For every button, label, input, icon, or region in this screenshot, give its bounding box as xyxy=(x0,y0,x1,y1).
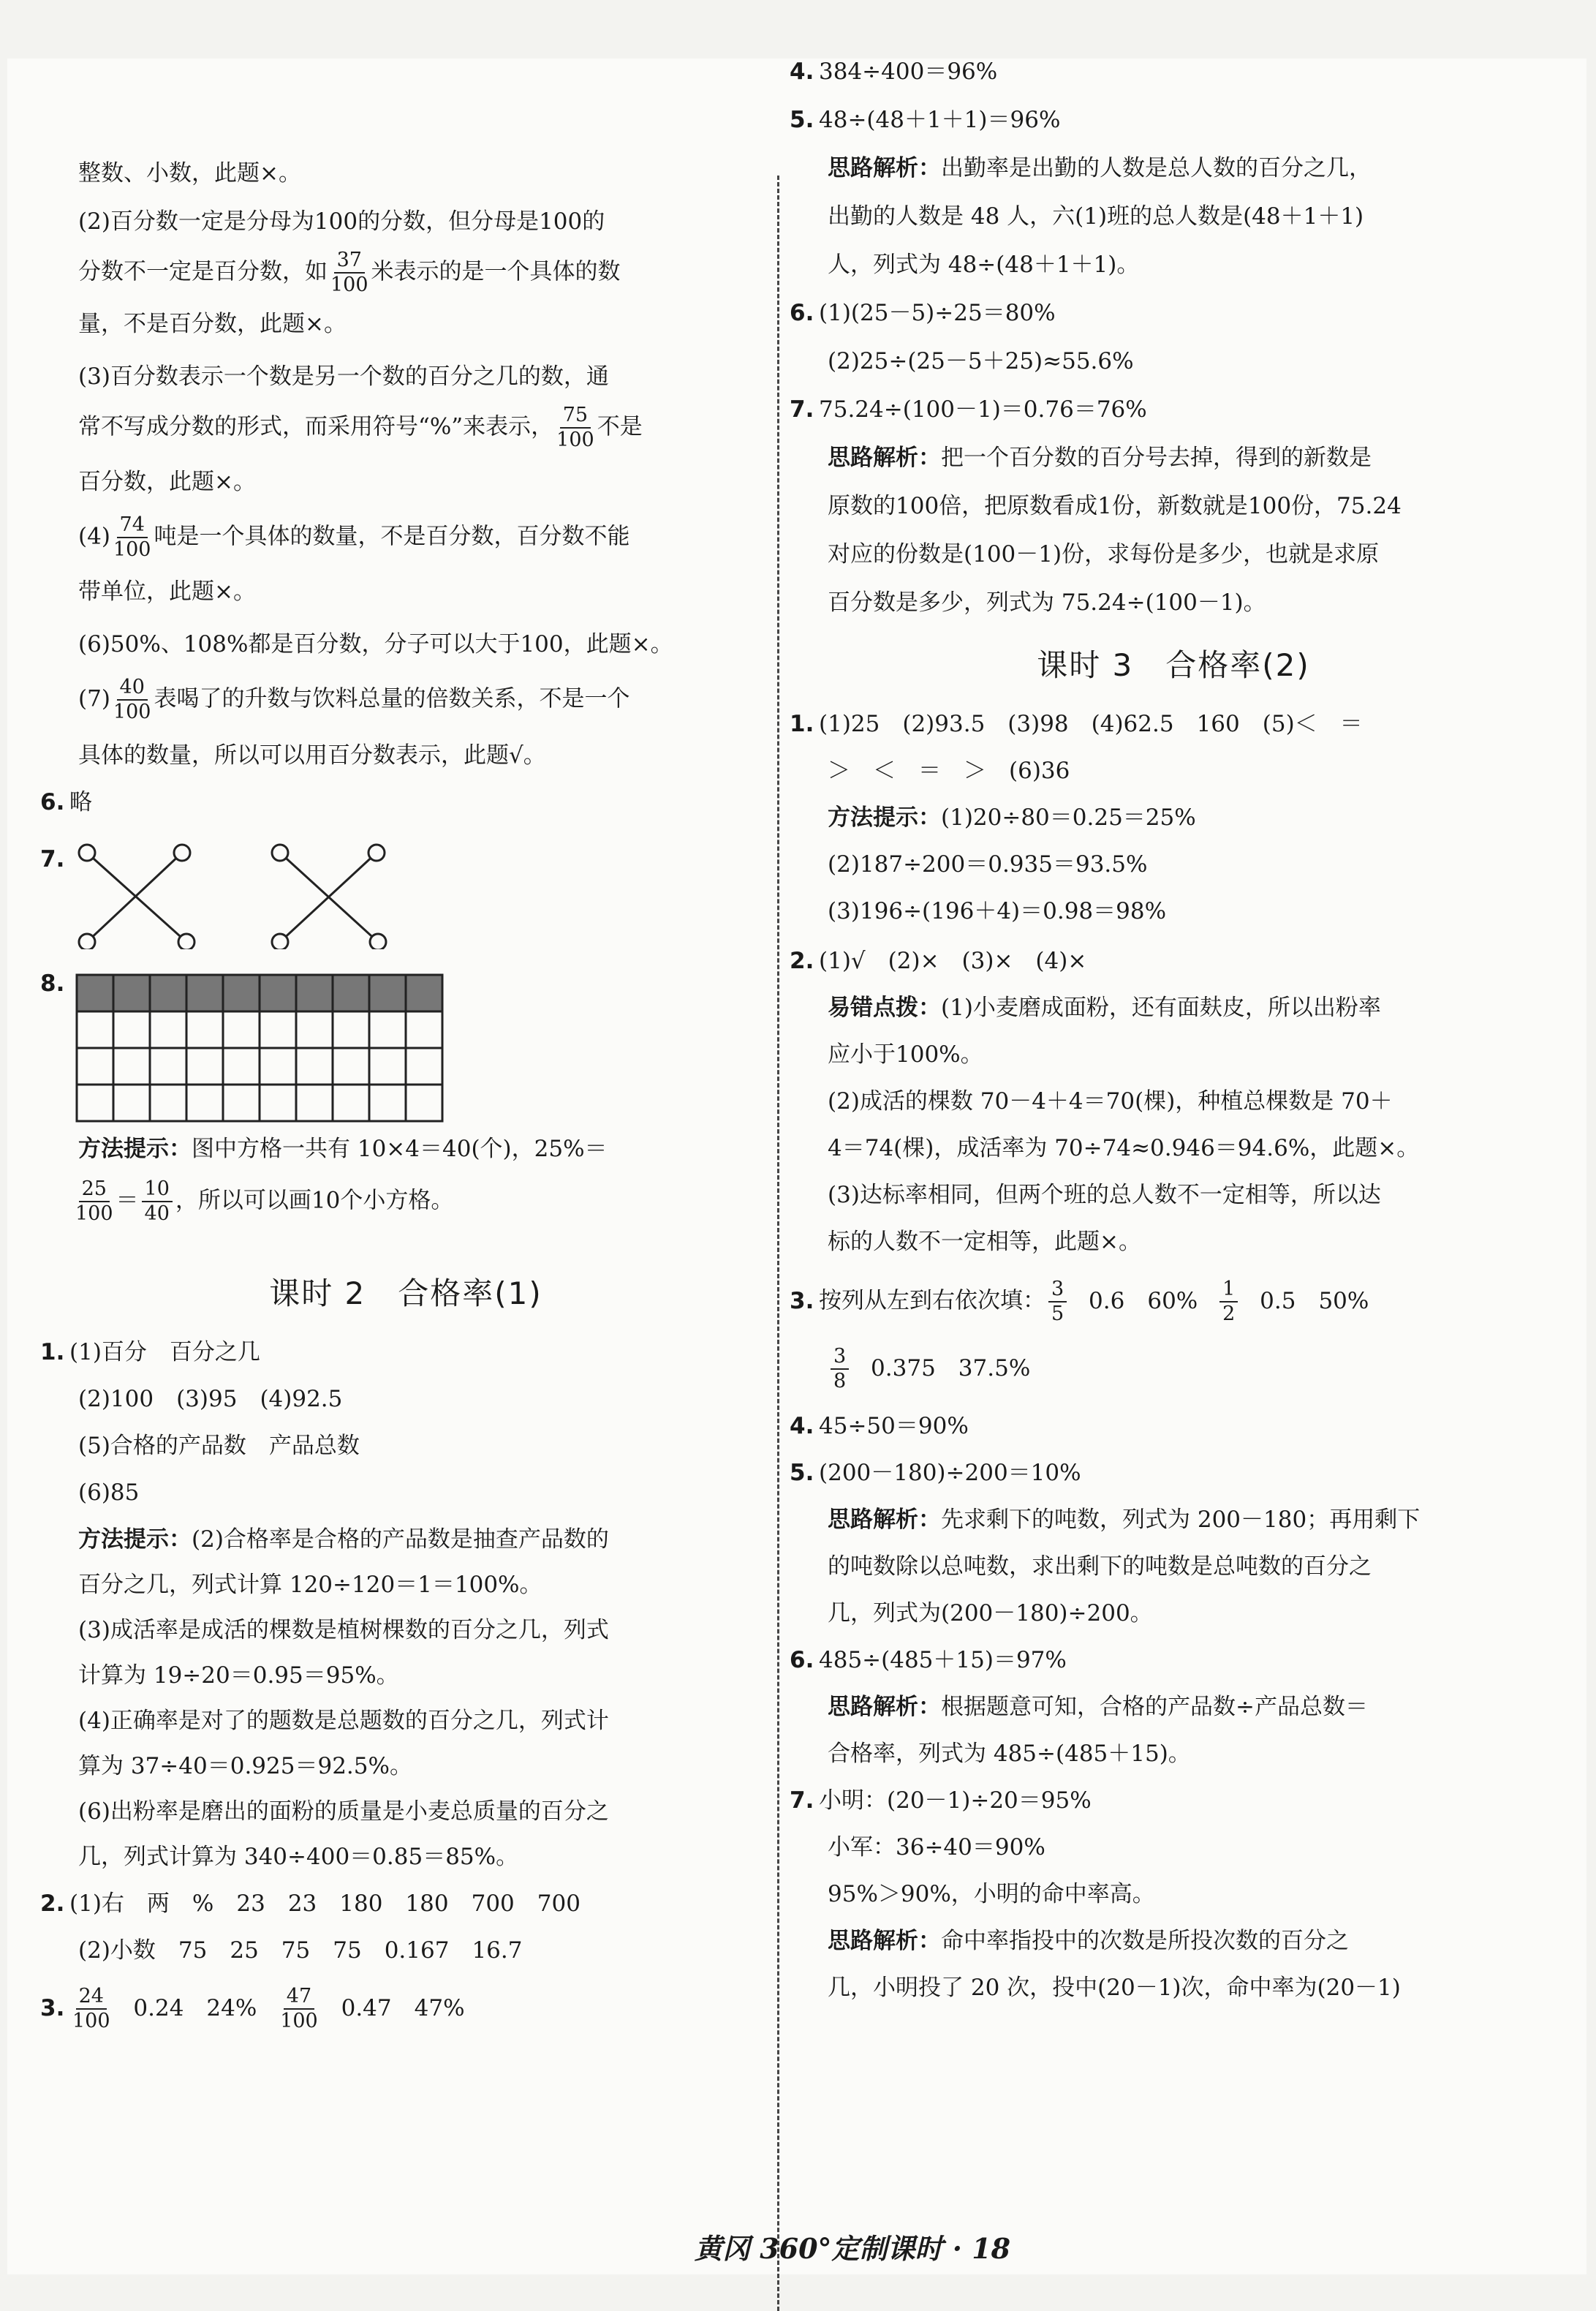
grid-cell-shaded xyxy=(113,975,150,1011)
matching-diagram xyxy=(77,832,442,949)
text-line: 4. 45÷50＝90% xyxy=(790,1413,969,1439)
text-line: 分数不一定是百分数，如 $\frac{37}{100}$ 米表示的是一个具体的数 xyxy=(78,249,621,296)
text-line: 几，列式为(200－180)÷200。 xyxy=(828,1600,1153,1626)
percent-grid xyxy=(73,971,453,1125)
grid-cell-shaded xyxy=(223,975,260,1011)
grid-cell xyxy=(150,1085,186,1121)
text-line: 7. 75.24÷(100－1)＝0.76＝76% xyxy=(790,396,1147,423)
text-line: (2)百分数一定是分母为100的分数，但分母是100的 xyxy=(78,208,605,235)
text-line: 思路解析：先求剩下的吨数，列式为 200－180；再用剩下 xyxy=(828,1507,1421,1533)
grid-cell xyxy=(150,1011,186,1048)
text-line: 合格率，列式为 485÷(485＋15)。 xyxy=(828,1741,1191,1767)
grid-cell xyxy=(113,1011,150,1048)
page-footer: 黄冈 360°定制课时 · 18 xyxy=(695,2232,1011,2265)
text-line: 思路解析：把一个百分数的百分号去掉，得到的新数是 xyxy=(828,445,1372,471)
text-line: (3)成活率是成活的棵数是植树棵数的百分之几，列式 xyxy=(78,1617,609,1643)
text-line: 百分数，此题×。 xyxy=(78,469,256,495)
text-line: 5. (200－180)÷200＝10% xyxy=(790,1460,1081,1486)
grid-cell xyxy=(333,1011,369,1048)
grid-cell-shaded xyxy=(77,975,113,1011)
fraction: $\frac{10}{40}$ xyxy=(142,1177,173,1226)
grid-cell-shaded xyxy=(260,975,296,1011)
text-line: 2. (1)√ (2)× (3)× (4)× xyxy=(790,948,1087,974)
fraction: $\frac{74}{100}$ xyxy=(113,513,151,561)
grid-cell xyxy=(406,1048,442,1085)
text-line: (7) $\frac{40}{100}$ 表喝了的升数与饮料总量的倍数关系，不是一个 xyxy=(78,676,630,723)
text-line: 2. (1)右 两 % 23 23 180 180 700 700 xyxy=(40,1890,580,1917)
text-line: (2)小数 75 25 75 75 0.167 16.7 xyxy=(78,1937,523,1964)
text-line: $\frac{25}{100}$ ＝ $\frac{10}{40}$ ，所以可以画10个小方格。 xyxy=(75,1177,454,1225)
text-line: (4)正确率是对了的题数是总题数的百分之几，列式计 xyxy=(78,1708,609,1734)
section-heading: 课时 2 合格率(1) xyxy=(269,1275,542,1311)
text-line: 1. (1)百分 百分之几 xyxy=(40,1339,260,1365)
grid-cell xyxy=(77,1048,113,1085)
question-8: 8. xyxy=(40,971,771,1117)
grid-cell xyxy=(186,1085,223,1121)
text-line: (3)达标率相同，但两个班的总人数不一定相等，所以达 xyxy=(828,1182,1381,1208)
grid-cell xyxy=(77,1085,113,1121)
text-line: 易错点拨：(1)小麦磨成面粉，还有面麸皮，所以出粉率 xyxy=(828,995,1381,1021)
text-line: 5. 48÷(48＋1＋1)＝96% xyxy=(790,107,1061,133)
text-line: 带单位，此题×。 xyxy=(78,578,256,605)
text-line: 原数的100倍，把原数看成1份，新数就是100份，75.24 xyxy=(828,493,1402,519)
text-line: 具体的数量，所以可以用百分数表示，此题√。 xyxy=(78,742,546,769)
text-line: 4. 384÷400＝96% xyxy=(790,59,998,85)
grid-cell xyxy=(296,1011,333,1048)
grid-cell xyxy=(77,1011,113,1048)
grid-cell xyxy=(369,1085,406,1121)
text-line: 方法提示：图中方格一共有 10×4＝40(个)，25%＝ xyxy=(78,1136,608,1162)
text-line: 常不写成分数的形式，而采用符号“%”来表示， $\frac{75}{100}$ 不是 xyxy=(78,404,643,451)
column-divider xyxy=(777,176,779,2311)
fraction: $\frac{3}{5}$ xyxy=(1048,1278,1067,1326)
text-line: 小军：36÷40＝90% xyxy=(828,1834,1045,1861)
grid-cell xyxy=(150,1048,186,1085)
grid-cell xyxy=(296,1085,333,1121)
text-line: 几，小明投了 20 次，投中(20－1)次，命中率为(20－1) xyxy=(828,1975,1401,2001)
text-line: 7. 小明：(20－1)÷20＝95% xyxy=(790,1787,1092,1814)
grid-cell xyxy=(223,1085,260,1121)
fraction: $\frac{24}{100}$ xyxy=(72,1985,110,2032)
grid-cell xyxy=(223,1011,260,1048)
text-line: 应小于100%。 xyxy=(828,1041,983,1068)
grid-cell xyxy=(369,1048,406,1085)
text-line: ＞ ＜ ＝ ＞ (6)36 xyxy=(828,758,1070,784)
grid-cell xyxy=(186,1048,223,1085)
grid-cell-shaded xyxy=(406,975,442,1011)
text-line: 95%＞90%，小明的命中率高。 xyxy=(828,1881,1155,1907)
text-line: (2)187÷200＝0.935＝93.5% xyxy=(828,851,1148,878)
text-line: (3)百分数表示一个数是另一个数的百分之几的数，通 xyxy=(78,363,609,390)
grid-cell xyxy=(260,1011,296,1048)
text-line: 百分之几，列式计算 120÷120＝1＝100%。 xyxy=(78,1572,542,1598)
text-line: (6)出粉率是磨出的面粉的质量是小麦总质量的百分之 xyxy=(78,1798,609,1825)
text-line: 百分数是多少，列式为 75.24÷(100－1)。 xyxy=(828,589,1266,616)
fraction: $\frac{40}{100}$ xyxy=(113,676,151,723)
grid-cell xyxy=(113,1085,150,1121)
text-line: (5)合格的产品数 产品总数 xyxy=(78,1433,360,1459)
text-line: 对应的份数是(100－1)份，求每份是多少，也就是求原 xyxy=(828,541,1380,568)
text-line: (2)25÷(25－5＋25)≈55.6% xyxy=(828,348,1134,374)
text-line: 思路解析：出勤率是出勤的人数是总人数的百分之几， xyxy=(828,155,1372,181)
grid-cell xyxy=(333,1085,369,1121)
text-line: 1. (1)25 (2)93.5 (3)98 (4)62.5 160 (5)＜ ＝ xyxy=(790,711,1363,737)
text-line: 思路解析：根据题意可知，合格的产品数÷产品总数＝ xyxy=(828,1694,1368,1720)
grid-cell-shaded xyxy=(369,975,406,1011)
text-line: 3. $\frac{24}{100}$ 0.24 24% $\frac{47}{100}$ 0.47 47% xyxy=(40,1985,465,2032)
grid-cell xyxy=(186,1011,223,1048)
text-line: 4＝74(棵)，成活率为 70÷74≈0.946＝94.6%，此题×。 xyxy=(828,1135,1420,1161)
question-7: 7. xyxy=(40,832,771,942)
grid-cell xyxy=(223,1048,260,1085)
text-line: 整数、小数，此题×。 xyxy=(78,160,301,186)
section-heading: 课时 3 合格率(2) xyxy=(1037,647,1310,683)
text-line: 方法提示：(1)20÷80＝0.25＝25% xyxy=(828,804,1196,831)
fraction: $\frac{75}{100}$ xyxy=(556,404,594,451)
text-line: (6)85 xyxy=(78,1479,140,1506)
text-line: (6)50%、108%都是百分数，分子可以大于100，此题×。 xyxy=(78,631,673,657)
text-line: $\frac{3}{8}$ 0.375 37.5% xyxy=(790,1345,1557,1393)
grid-cell xyxy=(406,1011,442,1048)
grid-cell xyxy=(369,1011,406,1048)
text-line: 几，列式计算为 340÷400＝0.85＝85%。 xyxy=(78,1844,519,1870)
text-line: (3)196÷(196＋4)＝0.98＝98% xyxy=(828,898,1167,924)
grid-cell-shaded xyxy=(186,975,223,1011)
left-column xyxy=(40,161,771,2033)
fraction: $\frac{37}{100}$ xyxy=(330,249,368,296)
grid-cell xyxy=(333,1048,369,1085)
text-line: 算为 37÷40＝0.925＝92.5%。 xyxy=(78,1753,412,1779)
text-line: 出勤的人数是 48 人，六(1)班的总人数是(48＋1＋1) xyxy=(828,203,1364,230)
text-line: (2)100 (3)95 (4)92.5 xyxy=(78,1386,343,1412)
fraction: $\frac{1}{2}$ xyxy=(1219,1278,1238,1326)
fraction: $\frac{25}{100}$ xyxy=(75,1177,113,1225)
question-6: 6. 略 xyxy=(40,789,92,815)
text-line: 6. 485÷(485＋15)＝97% xyxy=(790,1647,1067,1673)
fraction: $\frac{47}{100}$ xyxy=(280,1985,318,2032)
grid-cell xyxy=(406,1085,442,1121)
text-line: 3. 按列从左到右依次填： $\frac{3}{5}$ 0.6 60% $\frac{1}{2}$ 0.5 50% xyxy=(790,1278,1369,1325)
grid-cell xyxy=(260,1048,296,1085)
grid-cell xyxy=(260,1085,296,1121)
text-line: 6. (1)(25－5)÷25＝80% xyxy=(790,300,1056,326)
grid-cell-shaded xyxy=(296,975,333,1011)
page xyxy=(7,59,1586,2274)
right-column xyxy=(790,55,1557,2005)
grid-cell-shaded xyxy=(150,975,186,1011)
grid-cell xyxy=(113,1048,150,1085)
grid-cell xyxy=(296,1048,333,1085)
grid-cell-shaded xyxy=(333,975,369,1011)
text-line: 方法提示：(2)合格率是合格的产品数是抽查产品数的 xyxy=(78,1526,609,1553)
text-line: 量，不是百分数，此题×。 xyxy=(78,311,347,337)
text-line: (2)成活的棵数 70－4＋4＝70(棵)，种植总棵数是 70＋ xyxy=(828,1088,1393,1115)
text-line: 思路解析：命中率指投中的次数是所投次数的百分之 xyxy=(828,1928,1349,1954)
text-line: 标的人数不一定相等，此题×。 xyxy=(828,1229,1141,1255)
text-line: 计算为 19÷20＝0.95＝95%。 xyxy=(78,1662,399,1689)
text-line: 人，列式为 48÷(48＋1＋1)。 xyxy=(828,252,1140,278)
text-line: 的吨数除以总吨数，求出剩下的吨数是总吨数的百分之 xyxy=(828,1553,1372,1580)
fraction: $\frac{3}{8}$ xyxy=(831,1345,849,1393)
text-line: (4) $\frac{74}{100}$ 吨是一个具体的数量，不是百分数，百分数不能 xyxy=(78,513,630,561)
